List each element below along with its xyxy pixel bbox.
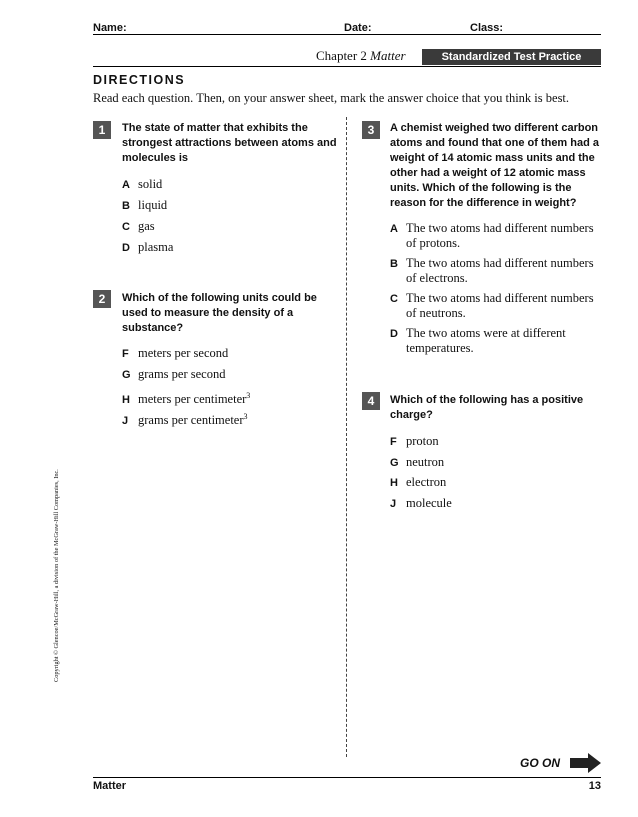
question-3-option-a: A The two atoms had different numbers of protons. bbox=[390, 221, 594, 250]
question-4-option-h: H electron bbox=[390, 475, 447, 489]
question-3-option-b: B The two atoms had different numbers of electrons. bbox=[390, 256, 594, 285]
date-label: Date: bbox=[344, 22, 372, 34]
header-rule bbox=[93, 34, 601, 35]
question-2-option-h: H meters per centimeter$^3$ bbox=[122, 391, 251, 407]
question-4-option-j: J molecule bbox=[390, 496, 452, 510]
chapter-title: Chapter 2 Matter bbox=[316, 48, 406, 63]
directions-title: DIRECTIONS bbox=[93, 73, 186, 87]
question-2-option-g: G grams per second bbox=[122, 367, 226, 381]
question-1-option-b: B liquid bbox=[122, 198, 168, 212]
page-number: 13 bbox=[588, 780, 601, 792]
standardized-test-banner: Standardized Test Practice bbox=[422, 49, 601, 65]
question-3-text: A chemist weighed two different carbon atoms and found that one of them had a weight of 14 atomic mass units and the other had a weight of 12 atomic mass units. Which of the following is the reason for the difference in weight? bbox=[390, 122, 599, 209]
question-2-option-f: F meters per second bbox=[122, 346, 229, 360]
question-number-2: 2 bbox=[93, 290, 111, 308]
question-1-option-d: D plasma bbox=[122, 240, 174, 254]
question-1-option-c: C gas bbox=[122, 219, 155, 233]
question-4-text: Which of the following has a positive charge? bbox=[390, 394, 584, 421]
question-3-option-c: C The two atoms had different numbers of neutrons. bbox=[390, 291, 594, 320]
copyright-notice: Copyright © Glencoe/McGraw-Hill, a division of the McGraw-Hill Companies, Inc. bbox=[53, 469, 60, 682]
column-divider bbox=[346, 117, 347, 757]
name-label: Name: bbox=[93, 22, 127, 34]
question-number-1: 1 bbox=[93, 121, 111, 139]
question-4-option-f: F proton bbox=[390, 434, 439, 448]
footer-subject: Matter bbox=[93, 780, 127, 792]
footer-rule bbox=[93, 777, 601, 778]
question-1-text: The state of matter that exhibits the strongest attractions between atoms and molecules is bbox=[122, 122, 337, 164]
question-1-option-a: A solid bbox=[122, 177, 163, 191]
header-rule-lower bbox=[93, 66, 601, 67]
go-on-label: GO ON bbox=[520, 756, 561, 770]
question-2-text: Which of the following units could be used to measure the density of a substance? bbox=[122, 292, 317, 334]
directions-text: Read each question. Then, on your answer sheet, mark the answer choice that you think is best. bbox=[93, 91, 570, 105]
question-3-option-d: D The two atoms were at different temperatures. bbox=[390, 326, 566, 355]
class-label: Class: bbox=[470, 22, 504, 34]
question-number-3: 3 bbox=[362, 121, 380, 139]
question-2-option-j: J grams per centimeter$^3$ bbox=[122, 412, 248, 428]
question-4-option-g: G neutron bbox=[390, 455, 445, 469]
question-number-4: 4 bbox=[362, 392, 380, 410]
go-on-arrow-icon bbox=[570, 753, 601, 773]
